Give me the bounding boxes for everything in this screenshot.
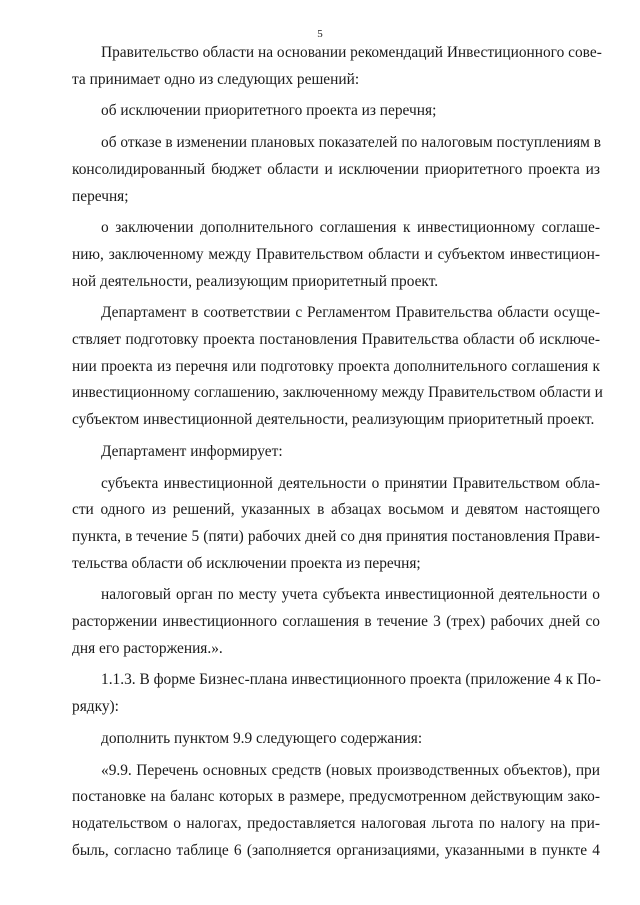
text-line: нии проекта из перечня или подготовку проекта дополнительного соглашения к (72, 357, 600, 375)
text-line: нию, заключенному между Правительством области и субъектом инвестицион- (72, 245, 600, 263)
text-line: дня его расторжения.». (72, 639, 223, 657)
text-line: нодательством о налогах, предоставляется налоговая льгота по налогу на при- (72, 814, 600, 832)
text-line: постановке на баланс которых в размере, предусмотренном действующим зако- (72, 788, 600, 806)
text-line: ствляет подготовку проекта постановления Правительства области об исключе- (72, 331, 600, 349)
paragraph (72, 667, 600, 720)
paragraph (72, 215, 600, 295)
text-line: дополнить пунктом 9.9 следующего содержания: (101, 729, 423, 747)
text-line: Департамент в соответствии с Регламентом Правительства области осуще- (101, 304, 600, 322)
text-line: сти одного из решений, указанных в абзацах восьмом и девятом настоящего (72, 501, 600, 519)
text-line: перечня; (72, 187, 129, 205)
paragraph (72, 300, 603, 434)
text-line: ной деятельности, реализующим приоритетный проект. (72, 272, 439, 290)
text-line: пункта, в течение 5 (пяти) рабочих дней со дня принятия постановления Прави- (72, 527, 600, 545)
text-line: Правительство области на основании рекомендаций Инвестиционного сове- (101, 44, 602, 61)
text-line: субъекта инвестиционной деятельности о принятии Правительством обла- (101, 474, 600, 492)
text-line: о заключении дополнительного соглашения к инвестиционному соглаше- (101, 219, 600, 237)
text-line: об исключении приоритетного проекта из перечня; (101, 102, 437, 120)
paragraph (72, 726, 600, 753)
paragraph (72, 471, 600, 578)
paragraph (72, 40, 600, 93)
text-line: инвестиционному соглашению, заключенному между Правительством области и (72, 384, 603, 402)
text-line: налоговый орган по месту учета субъекта инвестиционной деятельности о (101, 586, 600, 604)
paragraph (72, 130, 600, 210)
text-line: «9.9. Перечень основных средств (новых производственных объектов), при (101, 761, 600, 779)
text-line: об отказе в изменении плановых показателей по налоговым поступлениям в (101, 134, 602, 152)
paragraph (72, 582, 600, 662)
text-line: рядку): (72, 698, 119, 716)
text-line: быль, согласно таблице 6 (заполняется организациями, указанными в пункте 4 (72, 841, 600, 859)
text-line: та принимает одно из следующих решений: (72, 70, 360, 88)
document-body (72, 40, 603, 864)
text-line: 1.1.3. В форме Бизнес-плана инвестиционного проекта (приложение 4 к По- (101, 671, 601, 689)
text-line: Департамент информирует: (101, 442, 283, 460)
text-line: тельства области об исключении проекта из перечня; (72, 554, 421, 572)
text-line: консолидированный бюджет области и исключении приоритетного проекта из (72, 160, 600, 178)
paragraph (72, 439, 600, 466)
paragraph (72, 98, 600, 125)
text-line: субъектом инвестиционной деятельности, реализующим приоритетный проект. (72, 411, 595, 429)
page-number: 5 (317, 28, 323, 40)
text-line: расторжении инвестиционного соглашения в течение 3 (трех) рабочих дней со (72, 613, 600, 631)
paragraph (72, 758, 600, 865)
